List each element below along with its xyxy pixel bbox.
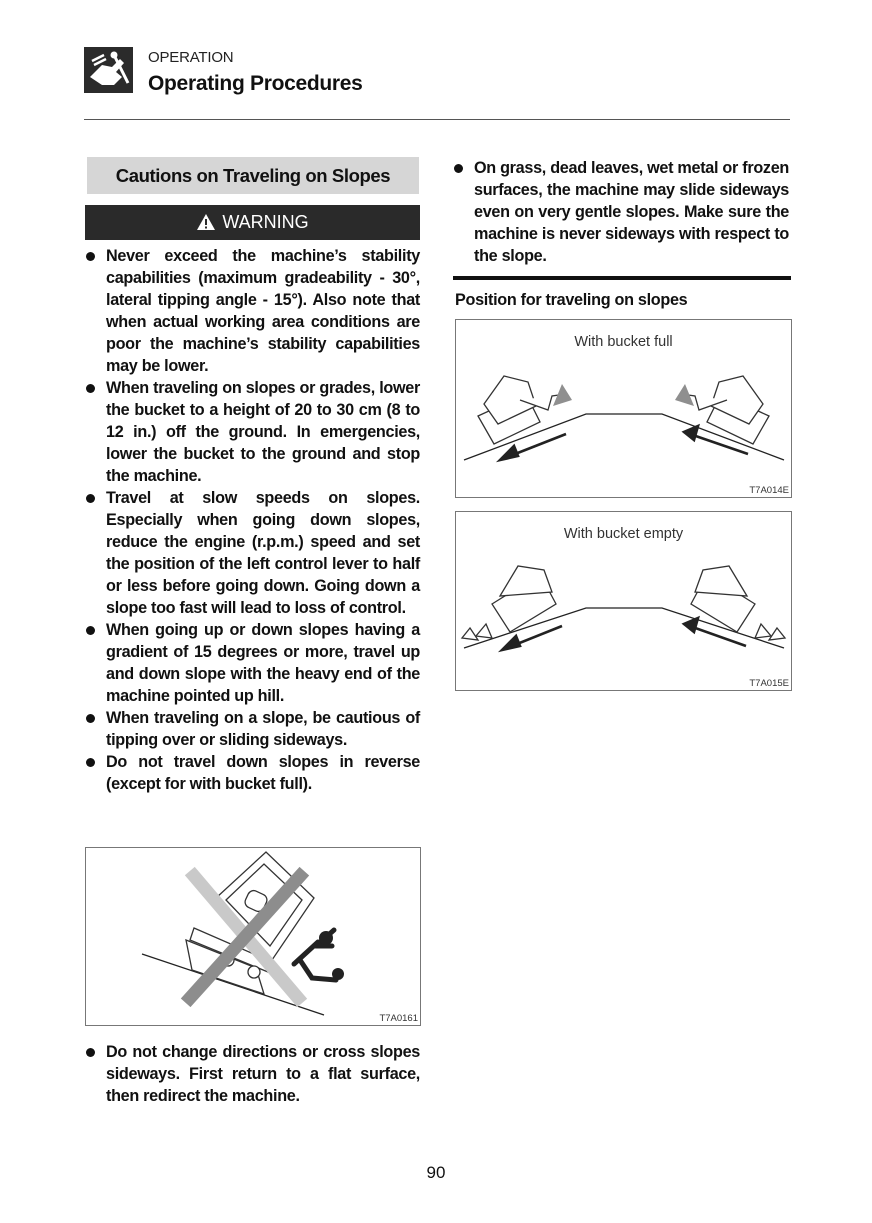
warning-list — [85, 245, 420, 795]
section-label: OPERATION — [148, 49, 234, 66]
list-item: On grass, dead leaves, wet metal or frozen surfaces, the machine may slide sideways even on very gentle slopes. Make sure the machine is never sideways with respect to the slope. — [453, 157, 789, 267]
page-number: 90 — [426, 1163, 446, 1182]
hand-lever-icon — [84, 47, 133, 93]
page-title: Operating Procedures — [148, 72, 363, 95]
bucket-empty-illustration — [456, 512, 791, 690]
figure-title: With bucket full — [574, 334, 673, 350]
header-divider — [84, 119, 790, 120]
list-item: Travel at slow speeds on slopes. Especially when going down slopes, reduce the engine (r.p.m.) speed and set the position of the left control lever to half or less before going down. Going down a slope too fast will lead to loss of control. — [85, 487, 420, 619]
list-item: When going up or down slopes having a gradient of 15 degrees or more, travel up and down slope with the heavy end of the machine pointed up hill. — [85, 619, 420, 707]
list-item: Do not change directions or cross slopes sideways. First return to a flat surface, then redirect the machine. — [85, 1041, 420, 1107]
figure-code: T7A014E — [749, 485, 789, 496]
section-heading: Cautions on Traveling on Slopes — [87, 157, 419, 194]
figure-code: T7A0161 — [379, 1013, 418, 1024]
figure-title: With bucket empty — [563, 526, 684, 542]
right-list — [453, 157, 789, 267]
warning-triangle-icon — [196, 213, 216, 231]
warning-label: WARNING — [222, 212, 309, 232]
bottom-list — [85, 1041, 420, 1107]
list-item: When traveling on a slope, be cautious of tipping over or sliding sideways. — [85, 707, 420, 751]
bucket-full-figure — [455, 319, 792, 498]
list-item: Do not travel down slopes in reverse (except for with bucket full). — [85, 751, 420, 795]
subsection-heading: Position for traveling on slopes — [455, 291, 688, 309]
figure-code: T7A015E — [749, 678, 789, 689]
bucket-empty-figure — [455, 511, 792, 691]
warning-banner — [85, 205, 420, 240]
list-item: Never exceed the machine’s stability capabilities (maximum gradeability - 30°, lateral tipping angle - 15°). Also note that when actual working area conditions are poor the machine’s stability capabilities may be lower. — [85, 245, 420, 377]
tipping-illustration — [86, 848, 420, 1025]
warning-end-rule — [453, 276, 791, 280]
list-item: When traveling on slopes or grades, lower the bucket to a height of 20 to 30 cm (8 to 12 in.) off the ground. In emergencies, lower the bucket to the ground and stop the machine. — [85, 377, 420, 487]
bucket-full-illustration — [456, 320, 791, 497]
tipping-figure — [85, 847, 421, 1026]
